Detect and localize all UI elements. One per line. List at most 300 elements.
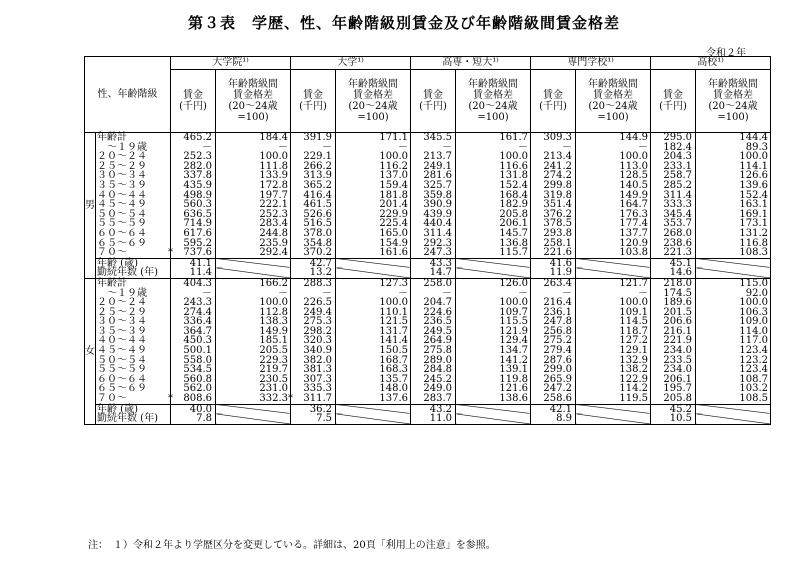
age-label: ２０～２４ [96, 152, 171, 162]
wage-cell: 268.0 [651, 229, 696, 239]
wage-cell: － [291, 143, 336, 153]
wage-cell: * 311.7 [291, 394, 336, 404]
wage-cell: 337.8 [171, 171, 216, 181]
age-label: ４０～４４ [96, 191, 171, 201]
wage-cell: 205.8 [651, 394, 696, 404]
age-label: ２０～２４ [96, 298, 171, 308]
extra-cell: 13.2 [291, 268, 336, 278]
wage-cell: 258.7 [651, 171, 696, 181]
gap-cell: 128.5 [576, 171, 651, 181]
extra-cell: 36.2 [291, 404, 336, 414]
wage-cell: 354.8 [291, 239, 336, 249]
col-wage-header: 賃金 (千円) [531, 70, 576, 133]
extra-cell: 7.5 [291, 414, 336, 424]
wage-cell: 238.6 [651, 239, 696, 249]
gap-cell: 145.7 [456, 229, 531, 239]
wage-cell: 311.4 [411, 229, 456, 239]
gap-cell: 131.8 [456, 171, 531, 181]
empty-cell [216, 268, 291, 278]
gap-cell: 138.3 [216, 317, 291, 327]
wage-cell: 313.9 [291, 171, 336, 181]
gap-cell: 172.8 [216, 181, 291, 191]
wage-cell: 293.8 [531, 229, 576, 239]
wage-cell: 558.0 [171, 356, 216, 366]
col-gap-header: 年齢階級間 賃金格差 (20～24歳 =100) [456, 70, 531, 133]
gap-cell: 114.2 [576, 384, 651, 394]
footnote: 注： １）令和２年より学歴区分を変更している。詳細は、20頁「利用上の注意」を参照。 [88, 540, 496, 551]
gap-cell: 118.7 [576, 327, 651, 337]
extra-cell: 42.7 [291, 258, 336, 268]
group-header: 大学院¹⁾ [171, 57, 291, 70]
extra-cell: 43.3 [411, 258, 456, 268]
extra-cell: 41.1 [171, 258, 216, 268]
wage-cell: 226.5 [291, 298, 336, 308]
gap-cell: 292.4 [216, 248, 291, 258]
group-header: 高校¹⁾ [651, 57, 771, 70]
gap-cell: － [576, 289, 651, 299]
gap-cell: 168.7 [336, 356, 411, 366]
wage-cell: 295.0 [651, 133, 696, 143]
gap-cell: 219.7 [216, 365, 291, 375]
age-label: ５０～５４ [96, 210, 171, 220]
gap-cell: 152.4 [456, 181, 531, 191]
gap-cell: 235.9 [216, 239, 291, 249]
gap-cell: 168.4 [456, 191, 531, 201]
age-label: ～１９歳 [96, 289, 171, 299]
wage-cell: 247.8 [531, 317, 576, 327]
wage-cell: － [171, 289, 216, 299]
gap-cell: 122.9 [576, 375, 651, 385]
gap-cell: 181.8 [336, 191, 411, 201]
gap-cell: 127.3 [336, 278, 411, 288]
gap-cell: 171.1 [336, 133, 411, 143]
extra-cell: 8.9 [531, 414, 576, 424]
gap-cell: 185.1 [216, 336, 291, 346]
wage-cell: 233.5 [651, 356, 696, 366]
empty-cell [696, 258, 771, 268]
col-gap-header: 年齢階級間 賃金格差 (20～24歳 =100) [696, 70, 771, 133]
empty-cell [216, 258, 291, 268]
gap-cell: 114.5 [576, 317, 651, 327]
wage-cell: 218.0 [651, 278, 696, 288]
gap-cell: 135.7 [336, 375, 411, 385]
gap-cell: 103.2 [696, 384, 771, 394]
wage-cell: 263.4 [531, 278, 576, 288]
wage-cell: 320.3 [291, 336, 336, 346]
wage-cell: 281.6 [411, 171, 456, 181]
wage-cell: 378.0 [291, 229, 336, 239]
age-label: ６５～６９ [96, 384, 171, 394]
wage-cell: 440.4 [411, 219, 456, 229]
gap-cell: 173.1 [696, 219, 771, 229]
wage-cell: 275.3 [291, 317, 336, 327]
wage-cell: 714.9 [171, 219, 216, 229]
col-gap-header: 年齢階級間 賃金格差 (20～24歳 =100) [216, 70, 291, 133]
wage-cell: － [531, 289, 576, 299]
gap-cell: － [336, 143, 411, 153]
group-header: 専門学校¹⁾ [531, 57, 651, 70]
row-header: 性、年齢階級 [85, 57, 171, 133]
gap-cell: 137.7 [576, 229, 651, 239]
empty-cell [576, 404, 651, 414]
group-header: 大学¹⁾ [291, 57, 411, 70]
age-label: ～１９歳 [96, 143, 171, 153]
age-label: ６０～６４ [96, 229, 171, 239]
gap-cell: 109.7 [456, 308, 531, 318]
wage-cell: 265.9 [531, 375, 576, 385]
empty-cell [696, 268, 771, 278]
gap-cell: 137.0 [336, 171, 411, 181]
age-label: 年齢計 [96, 278, 171, 288]
gap-cell: 229.3 [216, 356, 291, 366]
wage-cell: 351.4 [531, 200, 576, 210]
gap-cell: 100.0 [456, 152, 531, 162]
empty-cell [456, 404, 531, 414]
gap-cell: 184.4 [216, 133, 291, 143]
wage-cell: 376.2 [531, 210, 576, 220]
gap-cell: － [456, 143, 531, 153]
gap-cell: 89.3 [696, 143, 771, 153]
gap-cell: 111.8 [216, 162, 291, 172]
wage-cell: 216.1 [651, 327, 696, 337]
gap-cell: 100.0 [696, 298, 771, 308]
gap-cell: 159.4 [336, 181, 411, 191]
empty-cell [576, 414, 651, 424]
gap-cell: 182.9 [456, 200, 531, 210]
wage-cell: 216.4 [531, 298, 576, 308]
wage-cell: 298.2 [291, 327, 336, 337]
wage-cell: 382.0 [291, 356, 336, 366]
wage-cell: 364.7 [171, 327, 216, 337]
age-label: 年齢計 [96, 133, 171, 143]
wage-cell: 560.8 [171, 375, 216, 385]
star-mark: * [168, 393, 173, 405]
gap-cell: 123.2 [696, 356, 771, 366]
age-label: ３０～３４ [96, 317, 171, 327]
wage-cell: 256.8 [531, 327, 576, 337]
wage-cell: 204.3 [651, 152, 696, 162]
wage-cell: 287.6 [531, 356, 576, 366]
gap-cell: 139.1 [456, 365, 531, 375]
gap-cell: 121.5 [336, 317, 411, 327]
sex-label: 男 [85, 133, 96, 279]
gap-cell: 205.5 [216, 346, 291, 356]
gap-cell: 100.0 [456, 298, 531, 308]
gap-cell: 119.5 [576, 394, 651, 404]
year-label: 令和２年 [706, 48, 746, 59]
wage-cell: 258.6 [531, 394, 576, 404]
wage-cell: 213.4 [531, 152, 576, 162]
wage-cell: 284.8 [411, 365, 456, 375]
extra-cell: 14.7 [411, 268, 456, 278]
age-label: ７０～ [96, 248, 171, 258]
wage-cell: 378.5 [531, 219, 576, 229]
gap-cell: 201.4 [336, 200, 411, 210]
group-header: 高専・短大¹⁾ [411, 57, 531, 70]
wage-cell: 311.4 [651, 191, 696, 201]
gap-cell: 161.7 [456, 133, 531, 143]
wage-cell: 325.7 [411, 181, 456, 191]
sex-label: 女 [85, 278, 96, 424]
gap-cell: 132.9 [576, 356, 651, 366]
wage-cell: 416.4 [291, 191, 336, 201]
gap-cell: 332.3 [216, 394, 291, 404]
col-wage-header: 賃金 (千円) [171, 70, 216, 133]
gap-cell: 106.3 [696, 308, 771, 318]
gap-cell: 222.1 [216, 200, 291, 210]
gap-cell: 100.0 [576, 152, 651, 162]
wage-cell: 333.3 [651, 200, 696, 210]
gap-cell: － [216, 143, 291, 153]
gap-cell: 177.4 [576, 219, 651, 229]
wage-cell: 243.3 [171, 298, 216, 308]
wage-cell: 353.7 [651, 219, 696, 229]
gap-cell: 127.2 [576, 336, 651, 346]
extra-cell: 10.5 [651, 414, 696, 424]
wage-cell: 336.4 [171, 317, 216, 327]
wage-cell: 526.6 [291, 210, 336, 220]
col-wage-header: 賃金 (千円) [411, 70, 456, 133]
wage-cell: 249.5 [411, 327, 456, 337]
extra-cell: 43.2 [411, 404, 456, 414]
wage-cell: 247.2 [531, 384, 576, 394]
table-row [85, 248, 771, 258]
gap-cell: 231.0 [216, 384, 291, 394]
gap-cell: 149.9 [216, 327, 291, 337]
wage-cell: 391.9 [291, 133, 336, 143]
col-wage-header: 賃金 (千円) [291, 70, 336, 133]
empty-cell [336, 258, 411, 268]
gap-cell: 133.9 [216, 171, 291, 181]
table-row [85, 268, 771, 278]
wage-cell: 201.5 [651, 308, 696, 318]
gap-cell: 138.6 [456, 394, 531, 404]
wage-cell: 236.1 [531, 308, 576, 318]
wage-cell: 229.1 [291, 152, 336, 162]
gap-cell: 119.8 [456, 375, 531, 385]
wage-cell: － [171, 143, 216, 153]
gap-cell: 100.0 [336, 298, 411, 308]
gap-cell: 121.6 [456, 384, 531, 394]
extra-cell: 11.9 [531, 268, 576, 278]
extra-cell: 14.6 [651, 268, 696, 278]
gap-cell: 110.1 [336, 308, 411, 318]
gap-cell: 114.1 [696, 162, 771, 172]
wage-cell: 249.1 [411, 162, 456, 172]
gap-cell: 116.6 [456, 162, 531, 172]
wage-cell: 307.3 [291, 375, 336, 385]
wage-cell: 534.5 [171, 365, 216, 375]
star-mark: * [168, 247, 173, 259]
wage-cell: 309.3 [531, 133, 576, 143]
gap-cell: 166.2 [216, 278, 291, 288]
gap-cell: 244.8 [216, 229, 291, 239]
gap-cell: 92.0 [696, 289, 771, 299]
wage-cell: 274.4 [171, 308, 216, 318]
gap-cell: 100.0 [576, 298, 651, 308]
extra-cell: 40.0 [171, 404, 216, 414]
wage-cell: 359.8 [411, 191, 456, 201]
age-label: ４５～４９ [96, 200, 171, 210]
wage-cell: 381.3 [291, 365, 336, 375]
wage-cell: 292.3 [411, 239, 456, 249]
age-label: ６５～６９ [96, 239, 171, 249]
wage-cell: 258.1 [531, 239, 576, 249]
empty-cell [216, 414, 291, 424]
wage-cell: 335.3 [291, 384, 336, 394]
gap-cell: 126.6 [696, 171, 771, 181]
gap-cell: 108.3 [696, 248, 771, 258]
gap-cell: 164.7 [576, 200, 651, 210]
gap-cell: 115.7 [456, 248, 531, 258]
table-row [85, 394, 771, 404]
age-label: ５０～５４ [96, 356, 171, 366]
wage-cell: 299.0 [531, 365, 576, 375]
gap-cell: 109.0 [696, 317, 771, 327]
wage-cell: 234.0 [651, 365, 696, 375]
gap-cell: 100.0 [216, 152, 291, 162]
extra-label: 勤続年数 (年) [96, 268, 171, 278]
wage-cell: 221.9 [651, 336, 696, 346]
age-label: ２５～２９ [96, 308, 171, 318]
empty-cell [696, 404, 771, 414]
gap-cell: 229.9 [336, 210, 411, 220]
gap-cell: 121.7 [576, 278, 651, 288]
wage-cell: * 808.6 [171, 394, 216, 404]
gap-cell: 109.1 [576, 308, 651, 318]
extra-label: 年齢 (歳) [96, 258, 171, 268]
wage-cell: 595.2 [171, 239, 216, 249]
wage-cell: 319.8 [531, 191, 576, 201]
wage-cell: 204.7 [411, 298, 456, 308]
gap-cell: 206.1 [456, 219, 531, 229]
gap-cell: 169.1 [696, 210, 771, 220]
gap-cell: 141.4 [336, 336, 411, 346]
gap-cell: 139.6 [696, 181, 771, 191]
age-label: ３０～３４ [96, 171, 171, 181]
wage-cell: 249.4 [291, 308, 336, 318]
gap-cell: 121.9 [456, 327, 531, 337]
gap-cell: 149.9 [576, 191, 651, 201]
wage-cell: 404.3 [171, 278, 216, 288]
gap-cell: 138.2 [576, 365, 651, 375]
gap-cell: － [576, 143, 651, 153]
gap-cell: 154.9 [336, 239, 411, 249]
wage-cell: 285.2 [651, 181, 696, 191]
extra-label: 年齢 (歳) [96, 404, 171, 414]
gap-cell: 161.6 [336, 248, 411, 258]
extra-cell: 11.4 [171, 268, 216, 278]
gap-cell: 141.2 [456, 356, 531, 366]
gap-cell: 283.4 [216, 219, 291, 229]
extra-cell: 41.6 [531, 258, 576, 268]
gap-cell: 115.0 [696, 278, 771, 288]
wage-cell: － [411, 289, 456, 299]
wage-cell: 461.5 [291, 200, 336, 210]
wage-cell: 213.7 [411, 152, 456, 162]
gap-cell: 116.2 [336, 162, 411, 172]
wage-cell: 279.4 [531, 346, 576, 356]
gap-cell: 116.8 [696, 239, 771, 249]
wage-cell: 390.9 [411, 200, 456, 210]
wage-cell: 516.5 [291, 219, 336, 229]
age-label: ６０～６４ [96, 375, 171, 385]
gap-cell: 100.0 [336, 152, 411, 162]
gap-cell: 117.0 [696, 336, 771, 346]
gap-cell: 113.0 [576, 162, 651, 172]
wage-cell: 617.6 [171, 229, 216, 239]
empty-cell [216, 404, 291, 414]
gap-cell: 100.0 [696, 152, 771, 162]
wage-cell: 182.4 [651, 143, 696, 153]
page-title: 第３表 学歴、性、年齢階級別賃金及び年齢階級間賃金格差 [187, 14, 620, 32]
wage-cell: 275.2 [531, 336, 576, 346]
gap-cell: 134.7 [456, 346, 531, 356]
wage-cell: － [291, 289, 336, 299]
age-label: ３５～３９ [96, 181, 171, 191]
wage-cell: 289.0 [411, 356, 456, 366]
wage-cell: 274.2 [531, 171, 576, 181]
wage-table [84, 56, 771, 425]
wage-cell: 636.5 [171, 210, 216, 220]
wage-cell: 439.9 [411, 210, 456, 220]
empty-cell [456, 268, 531, 278]
wage-cell: － [531, 143, 576, 153]
gap-cell: 197.7 [216, 191, 291, 201]
age-label: ５５～５９ [96, 365, 171, 375]
extra-cell: 42.1 [531, 404, 576, 414]
gap-cell: 120.9 [576, 239, 651, 249]
wage-cell: 500.1 [171, 346, 216, 356]
empty-cell [576, 268, 651, 278]
wage-cell: 465.2 [171, 133, 216, 143]
wage-cell: 245.2 [411, 375, 456, 385]
wage-cell: 233.1 [651, 162, 696, 172]
gap-cell: 165.0 [336, 229, 411, 239]
gap-cell: 103.8 [576, 248, 651, 258]
wage-cell: 560.3 [171, 200, 216, 210]
wage-cell: * 737.6 [171, 248, 216, 258]
gap-cell: 112.8 [216, 308, 291, 318]
wage-cell: 435.9 [171, 181, 216, 191]
gap-cell: － [456, 289, 531, 299]
gap-cell: － [216, 289, 291, 299]
table-row [85, 414, 771, 424]
gap-cell: 144.9 [576, 133, 651, 143]
table-row [85, 258, 771, 268]
empty-cell [456, 258, 531, 268]
wage-cell: 562.0 [171, 384, 216, 394]
col-gap-header: 年齢階級間 賃金格差 (20～24歳 =100) [576, 70, 651, 133]
gap-cell: 129.4 [456, 336, 531, 346]
wage-cell: － [411, 143, 456, 153]
wage-cell: 370.2 [291, 248, 336, 258]
gap-cell: 176.3 [576, 210, 651, 220]
age-label: ７０～ [96, 394, 171, 404]
wage-cell: 236.5 [411, 317, 456, 327]
gap-cell: 140.5 [576, 181, 651, 191]
gap-cell: 114.0 [696, 327, 771, 337]
wage-cell: 252.3 [171, 152, 216, 162]
gap-cell: 123.4 [696, 365, 771, 375]
wage-cell: 258.0 [411, 278, 456, 288]
wage-cell: 282.0 [171, 162, 216, 172]
wage-cell: 288.3 [291, 278, 336, 288]
gap-cell: 148.0 [336, 384, 411, 394]
gap-cell: 225.4 [336, 219, 411, 229]
gap-cell: 123.4 [696, 346, 771, 356]
wage-cell: 247.3 [411, 248, 456, 258]
